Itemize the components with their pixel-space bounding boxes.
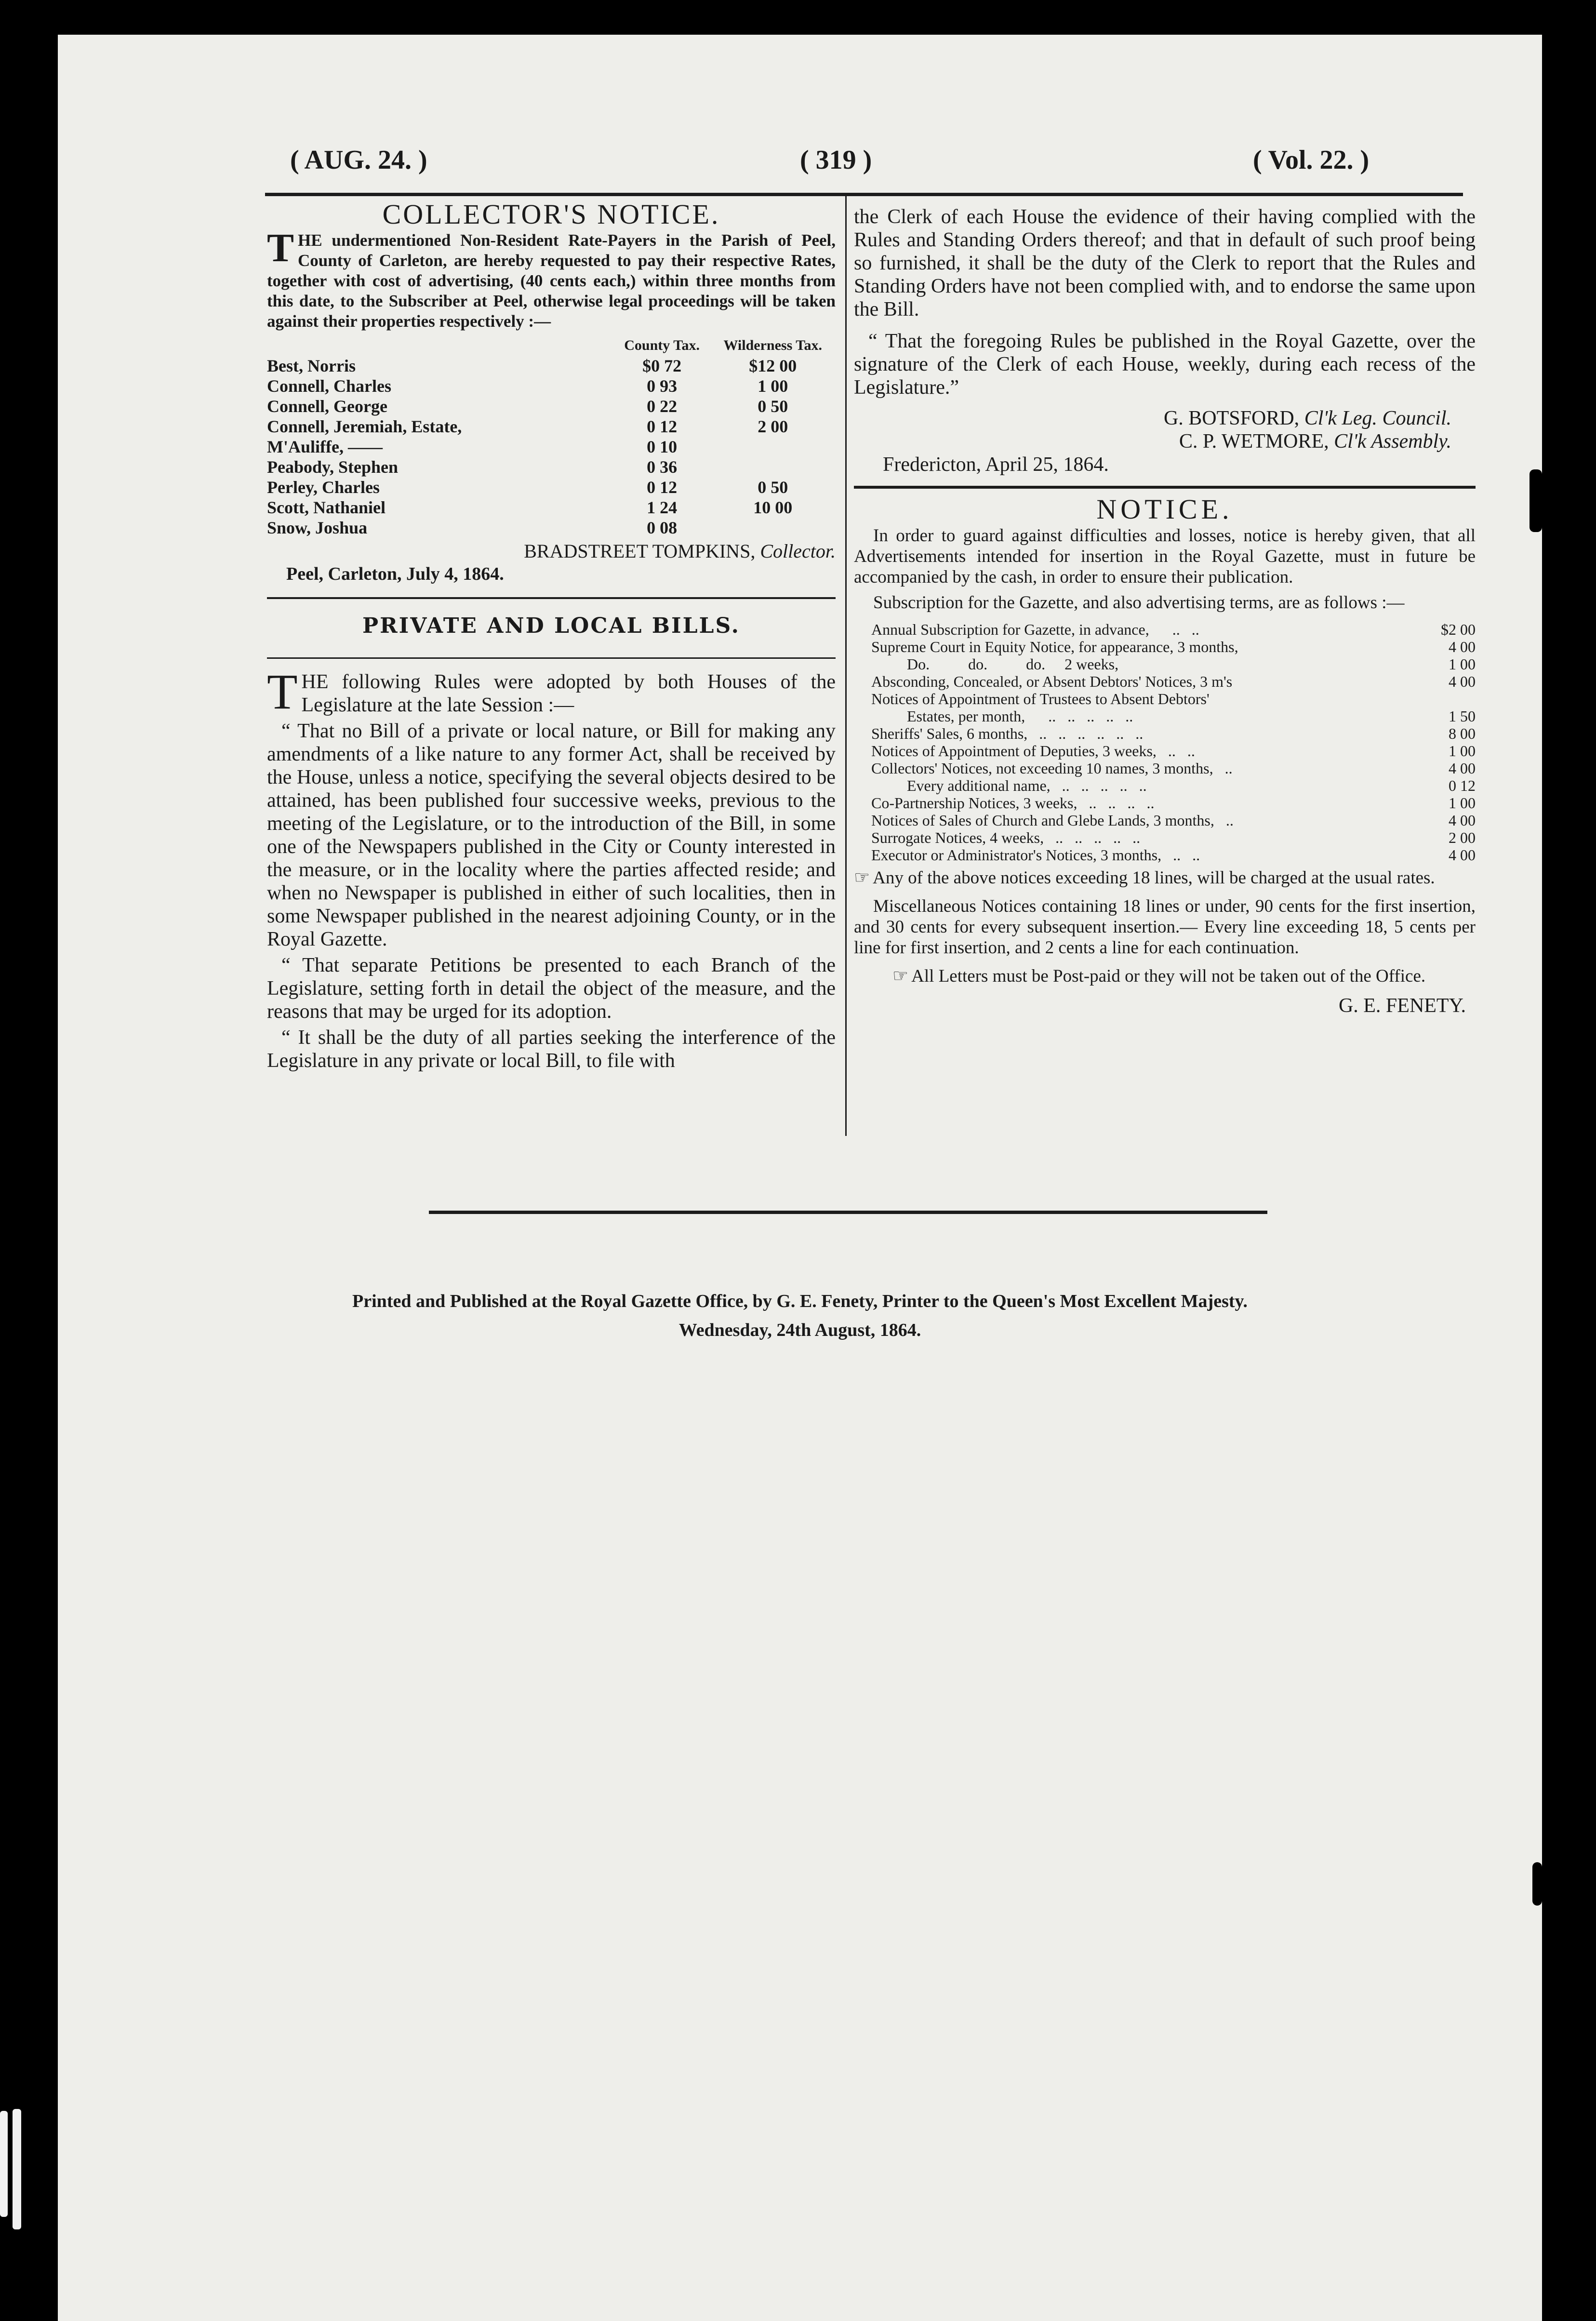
collector-table-row xyxy=(267,356,836,376)
rate-price: 8 00 xyxy=(1449,725,1476,742)
wilderness-tax-value xyxy=(710,437,836,457)
scan-edge-mark xyxy=(1532,1862,1542,1906)
rate-item: Sheriffs' Sales, 6 months, .. .. .. .. .. .. xyxy=(871,725,1144,742)
county-tax-value: 0 08 xyxy=(647,518,678,537)
collector-table-row xyxy=(267,376,836,396)
county-tax-value: 0 22 xyxy=(647,397,678,416)
botsford-name: G. BOTSFORD, xyxy=(1163,407,1300,429)
ratepayer-name: Connell, George xyxy=(267,397,387,416)
wilderness-tax-value: 1 00 xyxy=(758,376,788,396)
wilderness-tax-value xyxy=(710,457,836,477)
header-volume: ( Vol. 22. ) xyxy=(1253,145,1370,175)
footer-imprint: Printed and Published at the Royal Gazette Office, by G. E. Fenety, Printer to the Queen's Most Excellent Majesty. xyxy=(352,1291,1248,1311)
collector-table-row xyxy=(267,396,836,416)
rate-item: Do. do. do. 2 weeks, xyxy=(907,655,1119,673)
right-column xyxy=(854,205,1476,1017)
rate-item: Co-Partnership Notices, 3 weeks, .. .. .. .. xyxy=(871,794,1155,812)
wilderness-tax-value: 0 50 xyxy=(758,397,788,416)
rates-table xyxy=(854,621,1476,864)
rate-price xyxy=(1420,690,1476,707)
pointing-hand-icon: ☞ xyxy=(854,868,870,888)
ratepayer-name: Peabody, Stephen xyxy=(267,457,399,477)
rate-item: Executor or Administrator's Notices, 3 months, .. .. xyxy=(871,846,1200,864)
rate-price: 4 00 xyxy=(1449,638,1476,655)
rate-item: Collectors' Notices, not exceeding 10 names, 3 months, .. xyxy=(871,760,1233,777)
wetmore-role: Cl'k Assembly. xyxy=(1334,430,1451,453)
collector-table-row xyxy=(267,497,836,518)
notice-p1: In order to guard against difficulties and losses, notice is hereby given, that all Advertisements intended for insertion in the Royal Gazette, must in future be accompanied by the cash, in order to ensure their publication. xyxy=(854,526,1476,587)
rate-price: 0 12 xyxy=(1449,777,1476,794)
rate-row xyxy=(854,707,1476,725)
collector-role: Collector. xyxy=(760,540,836,562)
rate-item: Notices of Appointment of Deputies, 3 weeks, .. .. xyxy=(871,742,1195,760)
collector-table-header xyxy=(267,335,836,356)
notice-p3: ☞ Any of the above notices exceeding 18 lines, will be charged at the usual rates. xyxy=(854,868,1435,888)
dropcap-t: T xyxy=(267,226,294,270)
collector-table-row xyxy=(267,518,836,538)
notice-p5: ☞ All Letters must be Post-paid or they will not be taken out of the Office. xyxy=(854,966,1476,987)
rate-price: 1 00 xyxy=(1449,742,1476,760)
county-tax-value: 0 12 xyxy=(647,478,678,497)
county-tax-header: County Tax. xyxy=(624,337,700,353)
wilderness-tax-value: 2 00 xyxy=(758,417,788,436)
rate-row xyxy=(854,690,1476,707)
bills-p1: THE following Rules were adopted by both Houses of the Legislature at the late Session :— xyxy=(267,664,836,720)
notice-title: NOTICE. xyxy=(1096,494,1233,525)
rate-price: $2 00 xyxy=(1441,621,1476,638)
ratepayer-name: Connell, Charles xyxy=(267,376,392,396)
bills-place-date: Fredericton, April 25, 1864. xyxy=(883,454,1109,476)
scan-edge-mark xyxy=(0,2111,8,2217)
botsford-signature xyxy=(854,407,1476,430)
rate-item: Notices of Appointment of Trustees to Absent Debtors' xyxy=(871,690,1210,707)
section-rule xyxy=(267,657,836,659)
rate-item: Every additional name, .. .. .. .. .. xyxy=(907,777,1147,794)
collector-table-row xyxy=(267,416,836,437)
rate-row xyxy=(854,742,1476,760)
wilderness-tax-value xyxy=(710,518,836,538)
bills-p6: “ That the foregoing Rules be published in the Royal Gazette, over the signature of the Clerk of each House, weekly, during each recess of the Legislature.” xyxy=(854,330,1476,399)
bills-p2: “ That no Bill of a private or local nature, or Bill for making any amendments of a like nature to any former Act, shall be received by the House, unless a notice, specifying the several objects desired to be attained, has been published four successive weeks, previous to the meeting of the Legislature, or to the introduction of the Bill, in some one of the Newspapers published in the City or County interested in the measure, or in the locality where the parties affected reside; and when no Newspaper is published in either of such localities, then in some Newspaper published in the nearest adjoining County, or in the Royal Gazette. xyxy=(267,720,836,950)
column-divider xyxy=(845,196,847,1136)
county-tax-value: 0 36 xyxy=(647,457,678,477)
wilderness-tax-header: Wilderness Tax. xyxy=(723,337,822,353)
county-tax-value: 1 24 xyxy=(647,498,678,517)
wilderness-tax-value: $12 00 xyxy=(749,356,797,375)
rate-row xyxy=(854,812,1476,829)
collector-table-row xyxy=(267,457,836,477)
rate-item: Annual Subscription for Gazette, in advance, .. .. xyxy=(871,621,1199,638)
collector-name: BRADSTREET TOMPKINS, xyxy=(524,540,756,562)
rate-item: Surrogate Notices, 4 weeks, .. .. .. .. .. xyxy=(871,829,1141,846)
rate-price: 1 00 xyxy=(1449,794,1476,812)
fenety-signature: G. E. FENETY. xyxy=(1338,995,1466,1017)
collector-table-row xyxy=(267,437,836,457)
wetmore-signature xyxy=(854,430,1476,453)
ratepayer-name: Scott, Nathaniel xyxy=(267,498,386,517)
rate-item: Supreme Court in Equity Notice, for appearance, 3 months, xyxy=(871,638,1238,655)
rate-row xyxy=(854,829,1476,846)
header-page-number: ( 319 ) xyxy=(800,145,872,175)
dropcap-t: T xyxy=(267,664,298,720)
footer-rule xyxy=(429,1211,1267,1214)
notice-p2: Subscription for the Gazette, and also advertising terms, are as follows :— xyxy=(873,593,1405,613)
rate-price: 4 00 xyxy=(1449,760,1476,777)
bills-p5: the Clerk of each House the evidence of their having complied with the Rules and Standing Orders thereof; and that in default of such proof being so furnished, it shall be the duty of the Clerk to report that the Rules and Standing Orders have not been complied with, and to endorse the same upon the Bill. xyxy=(854,206,1476,320)
county-tax-value: 0 93 xyxy=(647,376,678,396)
rate-item: Estates, per month, .. .. .. .. .. xyxy=(907,707,1133,725)
rate-price: 1 50 xyxy=(1449,707,1476,725)
ratepayer-name: Perley, Charles xyxy=(267,478,380,497)
ratepayer-name: Connell, Jeremiah, Estate, xyxy=(267,417,462,436)
pointing-hand-icon: ☞ xyxy=(892,966,909,986)
gazette-page xyxy=(58,35,1542,2321)
header-rule xyxy=(265,193,1463,196)
bills-p4: “ It shall be the duty of all parties seeking the interference of the Legislature in any private or local Bill, to file with xyxy=(267,1027,836,1072)
left-column xyxy=(267,199,836,1072)
section-rule xyxy=(854,486,1476,489)
rate-row xyxy=(854,777,1476,794)
wetmore-name: C. P. WETMORE, xyxy=(1179,430,1329,453)
botsford-role: Cl'k Leg. Council. xyxy=(1304,407,1451,429)
wilderness-tax-value: 0 50 xyxy=(758,478,788,497)
rate-row xyxy=(854,794,1476,812)
rate-price: 2 00 xyxy=(1449,829,1476,846)
county-tax-value: $0 72 xyxy=(642,356,682,375)
bills-p3: “ That separate Petitions be presented to each Branch of the Legislature, setting forth in detail the object of the measure, and the reasons that may be urged for its adoption. xyxy=(267,954,836,1023)
wilderness-tax-value: 10 00 xyxy=(753,498,793,517)
ratepayer-name: M'Auliffe, —— xyxy=(267,437,383,456)
footer-date: Wednesday, 24th August, 1864. xyxy=(678,1320,921,1340)
rate-price: 1 00 xyxy=(1449,655,1476,673)
county-tax-value: 0 10 xyxy=(647,437,678,456)
collector-table xyxy=(267,335,836,538)
header-date: ( AUG. 24. ) xyxy=(290,145,427,175)
rate-row xyxy=(854,725,1476,742)
rate-row xyxy=(854,846,1476,864)
rate-row xyxy=(854,655,1476,673)
collector-table-row xyxy=(267,477,836,497)
section-rule xyxy=(267,597,836,599)
rate-row xyxy=(854,638,1476,655)
private-local-bills-title: PRIVATE AND LOCAL BILLS. xyxy=(362,614,740,638)
rate-row xyxy=(854,673,1476,690)
collector-place-date: Peel, Carleton, July 4, 1864. xyxy=(286,564,504,584)
rate-price: 4 00 xyxy=(1449,812,1476,829)
collector-signature xyxy=(267,540,836,563)
rate-price: 4 00 xyxy=(1449,846,1476,864)
scan-edge-mark xyxy=(1530,469,1542,532)
rate-row xyxy=(854,621,1476,638)
county-tax-value: 0 12 xyxy=(647,417,678,436)
scan-edge-mark xyxy=(13,2109,21,2229)
ratepayer-name: Snow, Joshua xyxy=(267,518,368,537)
rate-row xyxy=(854,760,1476,777)
collector-intro: THE undermentioned Non-Resident Rate-Payers in the Parish of Peel, County of Carleton, are hereby requested to pay their respective Rates, together with cost of advertising, (40 cents each,) within three months from this date, to the Subscriber at Peel, otherwise legal proceedings will be taken against their properties respectively :— xyxy=(267,226,836,331)
rate-item: Absconding, Concealed, or Absent Debtors' Notices, 3 m's xyxy=(871,673,1233,690)
rate-item: Notices of Sales of Church and Glebe Lands, 3 months, .. xyxy=(871,812,1234,829)
collector-notice-title: COLLECTOR'S NOTICE. xyxy=(382,199,720,230)
ratepayer-name: Best, Norris xyxy=(267,356,356,375)
rate-price: 4 00 xyxy=(1449,673,1476,690)
notice-p4: Miscellaneous Notices containing 18 lines or under, 90 cents for the first insertion, and 30 cents for every subsequent insertion.— Every line exceeding 18, 5 cents per line for first insertion, and 2 cents a line for each continuation. xyxy=(854,896,1476,958)
